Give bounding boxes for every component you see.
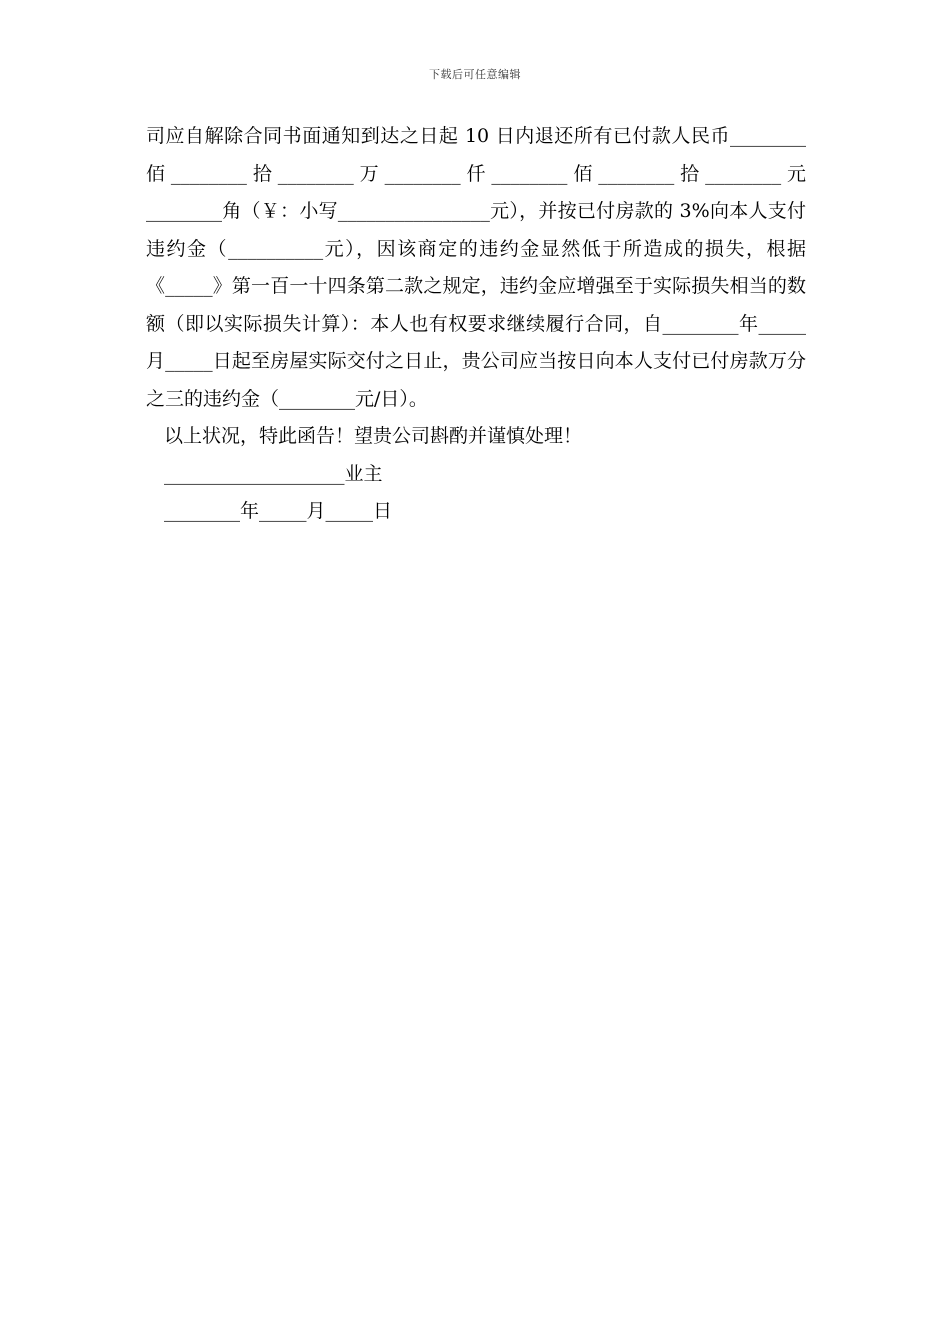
page-header: 下载后可任意编辑 — [429, 68, 521, 81]
document-body — [146, 118, 806, 531]
date-line: ________年_____月_____日 — [164, 500, 393, 522]
main-paragraph: 司应自解除合同书面通知到达之日起 10 日内退还所有已付款人民币________佰________拾________万________仟________佰________拾________元________角（￥：小写________________元），并按已付房款的 3%向本人支付违约金（__________元），因该商定的违约金显然低于所造成的损失，根据《_____》第一百一十四条第二款之规定，违约金应增强至于实际损失相当的数额（即以实际损失计算）：本人也有权要求继续履行合同，自________年_____月_____日起至房屋实际交付之日止，贵公司应当按日向本人支付已付房款万分之三的违约金（________元/日）。 — [146, 125, 806, 410]
closing-statement: 以上状况，特此函告！望贵公司斟酌并谨慎处理！ — [164, 425, 583, 447]
signature-line: ___________________业主 — [164, 462, 383, 485]
